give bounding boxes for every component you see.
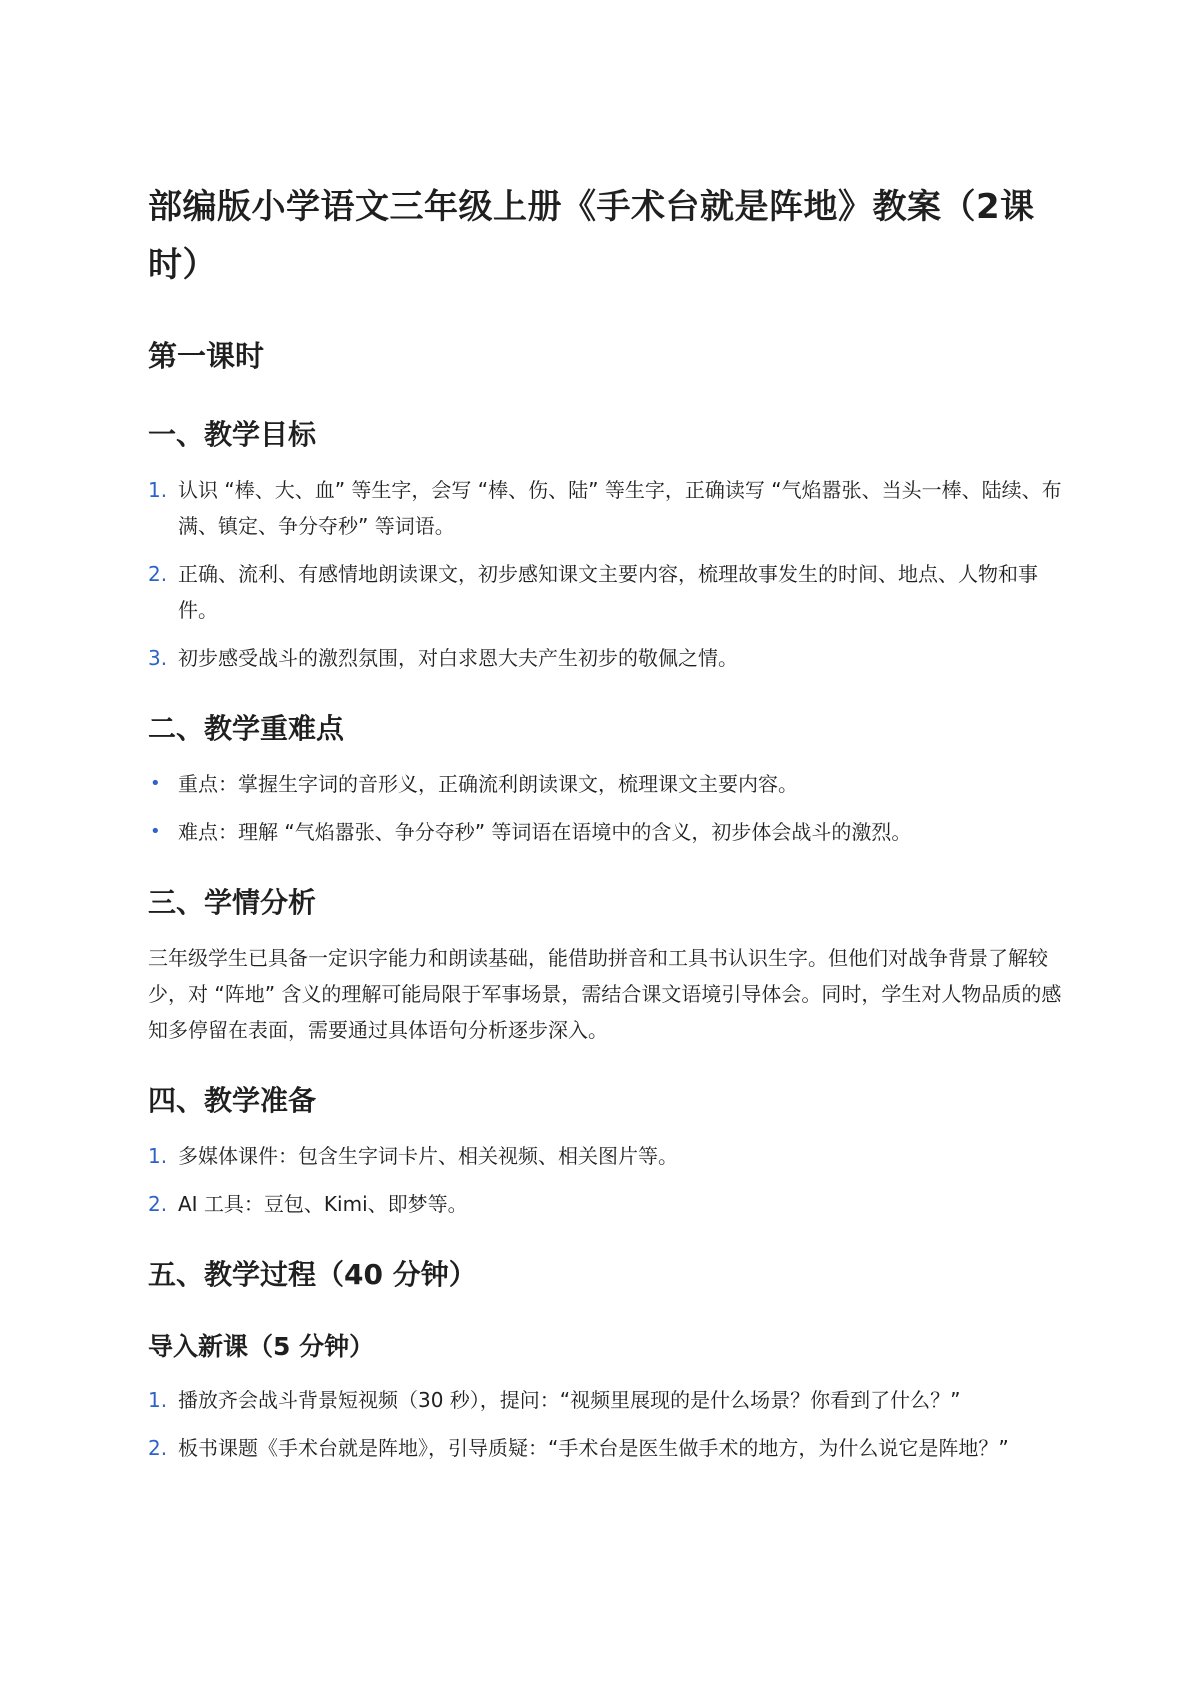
analysis-heading: 三、学情分析: [148, 886, 317, 919]
key-points-heading: 二、教学重难点: [148, 712, 345, 745]
preparation-heading: 四、教学准备: [148, 1084, 317, 1117]
list-item-text: 多媒体课件：包含生字词卡片、相关视频、相关图片等。: [178, 1144, 678, 1168]
list-item: [148, 1186, 1068, 1222]
intro-list: [148, 1382, 1068, 1466]
list-item-text: 板书课题《手术台就是阵地》，引导质疑：“手术台是医生做手术的地方，为什么说它是阵地？”: [178, 1436, 1009, 1460]
list-item: [148, 1430, 1068, 1466]
list-item: [148, 766, 1068, 802]
list-number: 1.: [148, 1144, 168, 1168]
list-item: [148, 472, 1068, 544]
list-item-text: 重点：掌握生字词的音形义，正确流利朗读课文，梳理课文主要内容。: [178, 772, 798, 796]
list-number: 2.: [148, 1436, 168, 1460]
lesson-title: 第一课时: [148, 339, 265, 373]
document-title: 部编版小学语文三年级上册《手术台就是阵地》教案（2课时）: [148, 187, 1035, 285]
list-item: [148, 1382, 1068, 1418]
list-item: [148, 1138, 1068, 1174]
list-number: 2.: [148, 562, 168, 586]
analysis-paragraph: 三年级学生已具备一定识字能力和朗读基础，能借助拼音和工具书认识生字。但他们对战争背景了解较少，对 “阵地” 含义的理解可能局限于军事场景，需结合课文语境引导体会。同时，学生对人物品质的感知多停留在表面，需要通过具体语句分析逐步深入。: [148, 946, 1062, 1042]
list-number: 1.: [148, 478, 168, 502]
list-item-text: AI 工具：豆包、Kimi、即梦等。: [178, 1192, 468, 1216]
key-points-list: [148, 766, 1068, 850]
list-number: 2.: [148, 1192, 168, 1216]
list-item: [148, 556, 1068, 628]
preparation-list: [148, 1138, 1068, 1222]
bullet-icon: •: [150, 773, 161, 794]
document-content: [148, 178, 1068, 1478]
bullet-icon: •: [150, 821, 161, 842]
list-item-text: 初步感受战斗的激烈氛围，对白求恩大夫产生初步的敬佩之情。: [178, 646, 738, 670]
process-heading: 五、教学过程（40 分钟）: [148, 1258, 477, 1291]
list-item-text: 正确、流利、有感情地朗读课文，初步感知课文主要内容，梳理故事发生的时间、地点、人物和事件。: [178, 562, 1038, 622]
intro-heading: 导入新课（5 分钟）: [148, 1332, 375, 1361]
list-item-text: 认识 “棒、大、血” 等生字，会写 “棒、伤、陆” 等生字，正确读写 “气焰嚣张、当头一棒、陆续、布满、镇定、争分夺秒” 等词语。: [178, 478, 1062, 538]
list-item-text: 难点：理解 “气焰嚣张、争分夺秒” 等词语在语境中的含义，初步体会战斗的激烈。: [178, 820, 912, 844]
list-item-text: 播放齐会战斗背景短视频（30 秒），提问：“视频里展现的是什么场景？你看到了什么？”: [178, 1388, 961, 1412]
list-number: 1.: [148, 1388, 168, 1412]
list-number: 3.: [148, 646, 168, 670]
objectives-heading: 一、教学目标: [148, 418, 317, 451]
list-item: [148, 640, 1068, 676]
list-item: [148, 814, 1068, 850]
objectives-list: [148, 472, 1068, 676]
